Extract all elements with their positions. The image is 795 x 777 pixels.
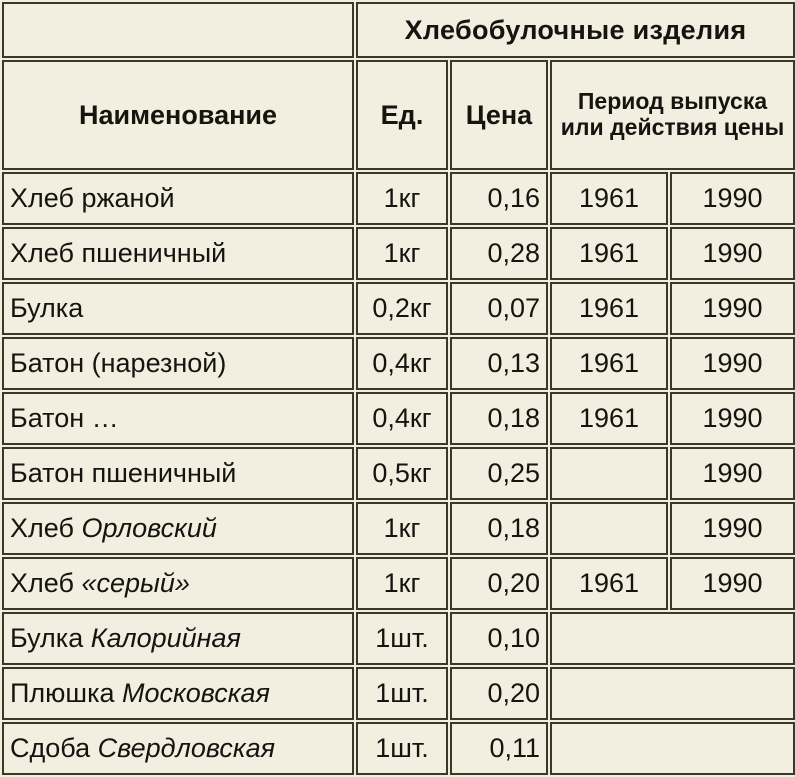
- name-text-italic: Калорийная: [90, 623, 241, 653]
- table-row: [2, 337, 795, 390]
- cell-unit: 1кг: [356, 172, 448, 225]
- cell-period-to: 1990: [670, 447, 795, 500]
- header-name: Наименование: [2, 60, 354, 170]
- cell-price: 0,20: [450, 557, 548, 610]
- cell-period-from: 1961: [550, 282, 668, 335]
- name-text: Батон пшеничный: [10, 458, 237, 488]
- name-text: Батон (нарезной): [10, 348, 227, 378]
- cell-period-to: 1990: [670, 392, 795, 445]
- header-row: [2, 60, 795, 170]
- header-price: Цена: [450, 60, 548, 170]
- table-body: [2, 2, 795, 775]
- cell-unit: 1шт.: [356, 667, 448, 720]
- name-text-italic: «серый»: [81, 568, 190, 598]
- cell-period-empty: [550, 612, 795, 665]
- title-spacer: [2, 2, 354, 58]
- cell-price: 0,28: [450, 227, 548, 280]
- title-row: [2, 2, 795, 58]
- cell-price: 0,18: [450, 392, 548, 445]
- name-text: Хлеб: [10, 513, 82, 543]
- cell-unit: 0,2кг: [356, 282, 448, 335]
- cell-period-from: [550, 447, 668, 500]
- cell-name: [2, 227, 354, 280]
- cell-period-from: 1961: [550, 557, 668, 610]
- cell-unit: 0,5кг: [356, 447, 448, 500]
- cell-name: [2, 447, 354, 500]
- cell-unit: 1кг: [356, 557, 448, 610]
- cell-period-empty: [550, 722, 795, 775]
- table-row: [2, 172, 795, 225]
- cell-name: [2, 612, 354, 665]
- cell-unit: 1кг: [356, 227, 448, 280]
- header-period: Период выпуска или действия цены: [550, 60, 795, 170]
- cell-price: 0,25: [450, 447, 548, 500]
- name-text: Булка: [10, 293, 84, 323]
- cell-period-from: 1961: [550, 227, 668, 280]
- cell-period-from: [550, 502, 668, 555]
- table-row: [2, 447, 795, 500]
- cell-period-to: 1990: [670, 282, 795, 335]
- cell-name: [2, 172, 354, 225]
- table-title: Хлебобулочные изделия: [356, 2, 795, 58]
- cell-period-from: 1961: [550, 337, 668, 390]
- cell-name: [2, 557, 354, 610]
- cell-price: 0,07: [450, 282, 548, 335]
- cell-period-to: 1990: [670, 557, 795, 610]
- cell-unit: 0,4кг: [356, 337, 448, 390]
- cell-name: [2, 282, 354, 335]
- name-text: Плюшка: [10, 678, 122, 708]
- name-text: Хлеб ржаной: [10, 183, 175, 213]
- header-unit: Ед.: [356, 60, 448, 170]
- cell-period-empty: [550, 667, 795, 720]
- cell-unit: 0,4кг: [356, 392, 448, 445]
- table-row: [2, 722, 795, 775]
- table-row: [2, 502, 795, 555]
- cell-period-to: 1990: [670, 172, 795, 225]
- cell-price: 0,20: [450, 667, 548, 720]
- cell-name: [2, 502, 354, 555]
- name-text-italic: Московская: [122, 678, 270, 708]
- cell-unit: 1шт.: [356, 722, 448, 775]
- name-text: Батон …: [10, 403, 119, 433]
- name-text: Хлеб: [10, 568, 82, 598]
- cell-name: [2, 392, 354, 445]
- cell-name: [2, 667, 354, 720]
- cell-period-to: 1990: [670, 227, 795, 280]
- cell-period-to: 1990: [670, 502, 795, 555]
- name-text: Булка: [10, 623, 91, 653]
- cell-price: 0,13: [450, 337, 548, 390]
- cell-unit: 1кг: [356, 502, 448, 555]
- table-row: [2, 282, 795, 335]
- cell-period-from: 1961: [550, 392, 668, 445]
- cell-price: 0,11: [450, 722, 548, 775]
- cell-price: 0,10: [450, 612, 548, 665]
- cell-period-from: 1961: [550, 172, 668, 225]
- table-row: [2, 227, 795, 280]
- table-row: [2, 612, 795, 665]
- name-text-italic: Орловский: [81, 513, 217, 543]
- name-text: Хлеб пшеничный: [10, 238, 227, 268]
- cell-price: 0,16: [450, 172, 548, 225]
- cell-price: 0,18: [450, 502, 548, 555]
- cell-name: [2, 722, 354, 775]
- cell-period-to: 1990: [670, 337, 795, 390]
- table-row: [2, 557, 795, 610]
- cell-name: [2, 337, 354, 390]
- table-row: [2, 667, 795, 720]
- cell-unit: 1шт.: [356, 612, 448, 665]
- name-text: Сдоба: [10, 733, 98, 763]
- table-row: [2, 392, 795, 445]
- name-text-italic: Свердловская: [97, 733, 276, 763]
